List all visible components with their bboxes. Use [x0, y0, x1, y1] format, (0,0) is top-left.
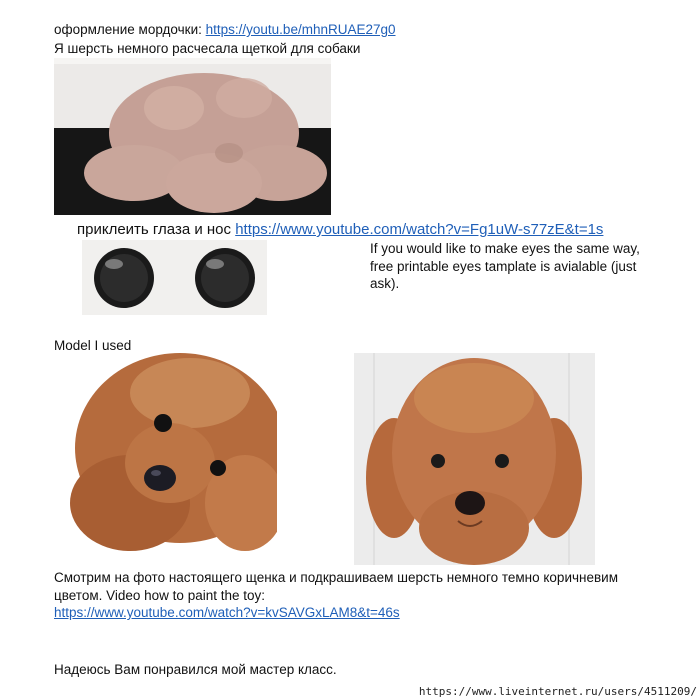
face-video-link[interactable]: https://youtu.be/mhnRUAE27g0 [205, 22, 396, 37]
eyes-video-link[interactable]: https://www.youtube.com/watch?v=Fg1uW-s77zE&t=1s [235, 221, 604, 238]
eyes-note-line: ask). [370, 276, 400, 291]
eyes-label: приклеить глаза и нос [77, 221, 232, 238]
model-label: Model I used [54, 338, 132, 353]
puppy-photo-closeup [60, 353, 277, 556]
plush-photo [54, 58, 331, 215]
eyes-photo [82, 240, 267, 315]
closing-text: Надеюсь Вам понравился мой мастер класс. [54, 662, 337, 677]
face-heading-line [54, 21, 396, 38]
paint-text-line1: Смотрим на фото настоящего щенка и подкрашиваем шерсть немного темно коричневим [54, 570, 618, 585]
puppy-photo-front [354, 353, 595, 565]
eyes-note-line: free printable eyes tamplate is avialable (just [370, 258, 637, 274]
eyes-note-line: If you would like to make eyes the same way, [370, 241, 640, 256]
eyes-heading-line [77, 221, 603, 239]
eyes-template-note [370, 240, 640, 293]
paint-text-line2: цветом. Video how to paint the toy: [54, 588, 265, 603]
paint-video-link[interactable]: https://www.youtube.com/watch?v=kvSAVGxLAM8&t=46s [54, 605, 400, 620]
brushed-note: Я шерсть немного расчесала щеткой для собаки [54, 41, 361, 56]
watermark: https://www.liveinternet.ru/users/4511209/ [418, 685, 697, 698]
face-label: оформление мордочки: [54, 22, 202, 37]
